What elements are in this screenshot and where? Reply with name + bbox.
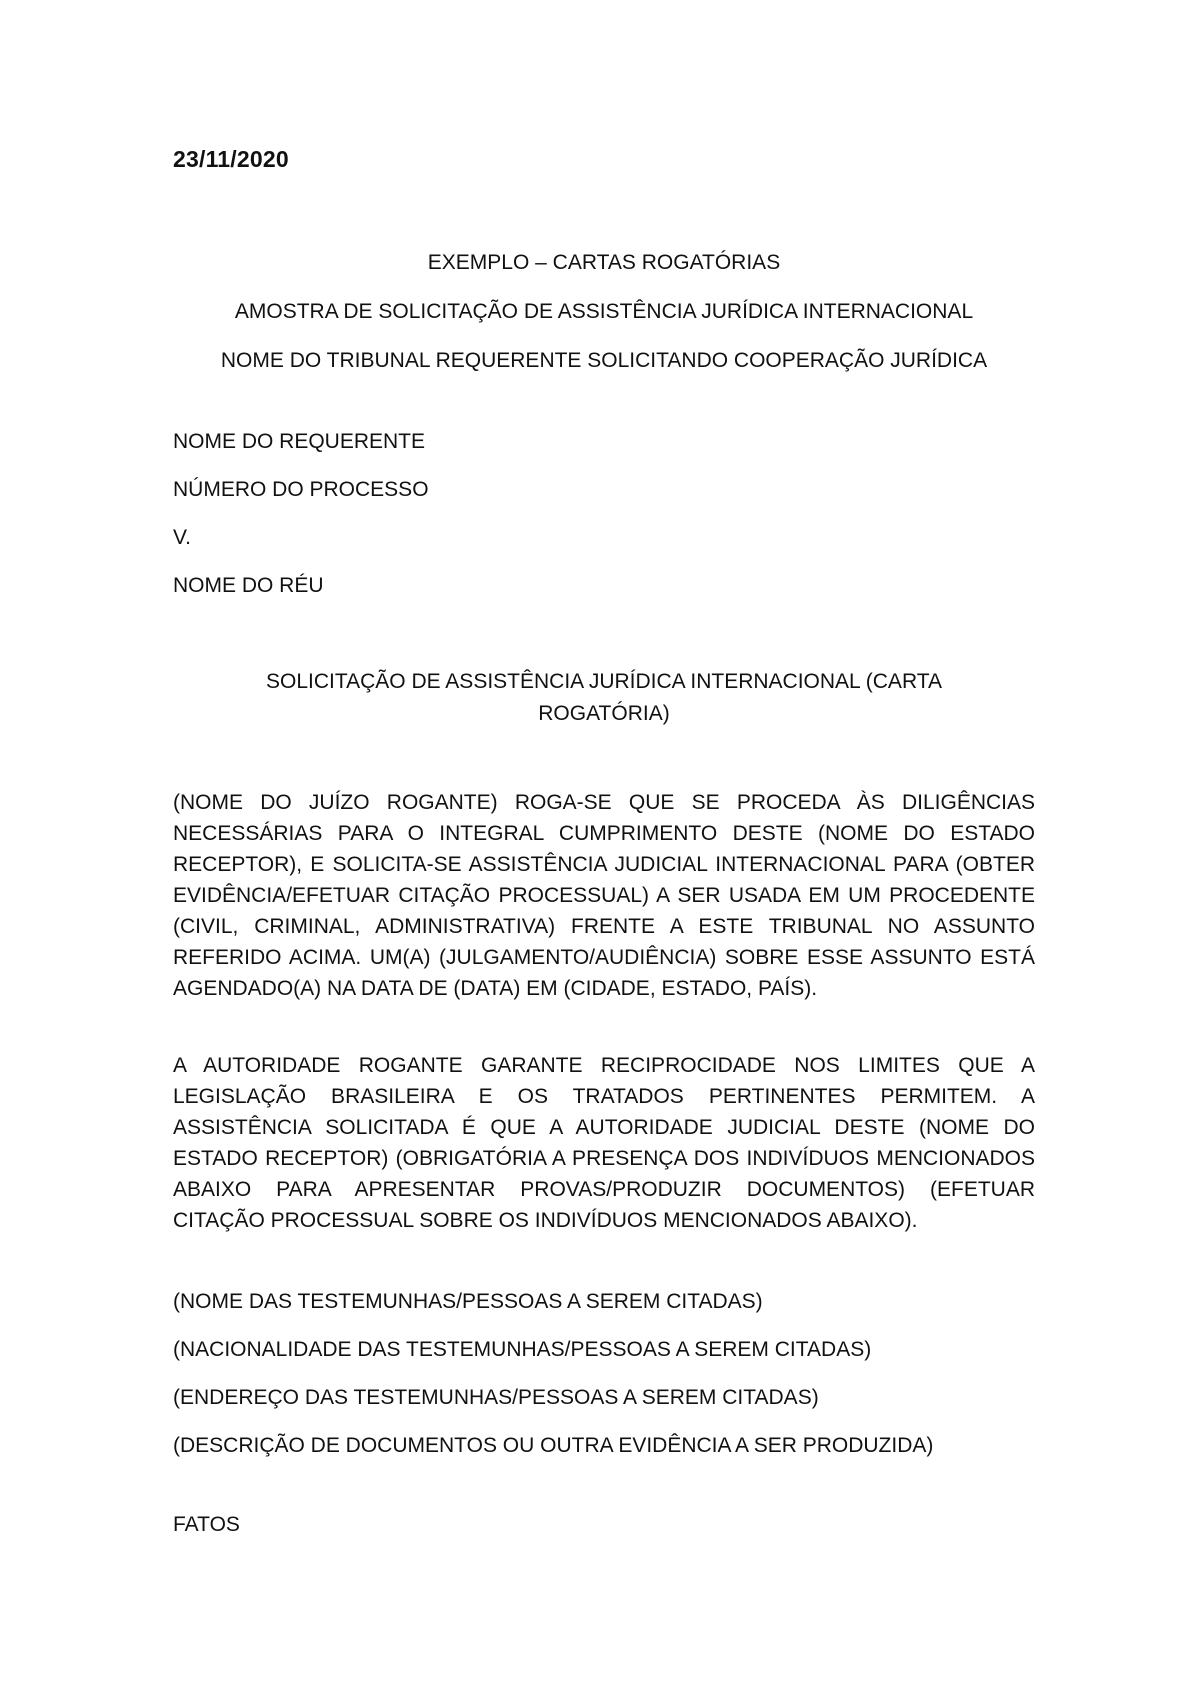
versus-line: V. <box>173 526 191 549</box>
witness-nationality-line: (NACIONALIDADE DAS TESTEMUNHAS/PESSOAS A SEREM CITADAS) <box>173 1338 872 1361</box>
request-heading: SOLICITAÇÃO DE ASSISTÊNCIA JURÍDICA INTERNACIONAL (CARTA ROGATÓRIA) <box>265 670 943 725</box>
document-date: 23/11/2020 <box>173 146 289 172</box>
witness-names-line: (NOME DAS TESTEMUNHAS/PESSOAS A SEREM CITADAS) <box>173 1290 763 1313</box>
document-subtitle: AMOSTRA DE SOLICITAÇÃO DE ASSISTÊNCIA JURÍDICA INTERNACIONAL <box>234 300 974 323</box>
request-paragraph: (NOME DO JUÍZO ROGANTE) ROGA-SE QUE SE PROCEDA ÀS DILIGÊNCIAS NECESSÁRIAS PARA O INTEGRAL CUMPRIMENTO DESTE (NOME DO ESTADO RECEPTOR), E SOLICITA-SE ASSISTÊNCIA JUDICIAL INTERNACIONAL PARA (OBTER EVIDÊNCIA/EFETUAR CITAÇÃO PROCESSUAL) A SER USADA EM UM PROCEDENTE (CIVIL, CRIMINAL, ADMINISTRATIVA) FRENTE A ESTE TRIBUNAL NO ASSUNTO REFERIDO ACIMA. UM(A) (JULGAMENTO/AUDIÊNCIA) SOBRE ESSE ASSUNTO ESTÁ AGENDADO(A) NA DATA DE (DATA) EM (CIDADE, ESTADO, PAÍS). <box>173 791 1035 1000</box>
court-line: NOME DO TRIBUNAL REQUERENTE SOLICITANDO COOPERAÇÃO JURÍDICA <box>220 349 988 372</box>
case-number-line: NÚMERO DO PROCESSO <box>173 478 429 501</box>
document-title: EXEMPLO – CARTAS ROGATÓRIAS <box>427 251 781 274</box>
evidence-description-paragraph: (DESCRIÇÃO DE DOCUMENTOS OU OUTRA EVIDÊNCIA A SER PRODUZIDA) <box>173 1434 934 1457</box>
reciprocity-paragraph: A AUTORIDADE ROGANTE GARANTE RECIPROCIDADE NOS LIMITES QUE A LEGISLAÇÃO BRASILEIRA E OS TRATADOS PERTINENTES PERMITEM. A ASSISTÊNCIA SOLICITADA É QUE A AUTORIDADE JUDICIAL DESTE (NOME DO ESTADO RECEPTOR) (OBRIGATÓRIA A PRESENÇA DOS INDIVÍDUOS MENCIONADOS ABAIXO PARA APRESENTAR PROVAS/PRODUZIR DOCUMENTOS) (EFETUAR CITAÇÃO PROCESSUAL SOBRE OS INDIVÍDUOS MENCIONADOS ABAIXO). <box>173 1054 1035 1232</box>
plaintiff-name-line: NOME DO REQUERENTE <box>173 430 426 453</box>
witness-address-line: (ENDEREÇO DAS TESTEMUNHAS/PESSOAS A SEREM CITADAS) <box>173 1386 819 1409</box>
defendant-name-line: NOME DO RÉU <box>173 574 324 597</box>
facts-heading: FATOS <box>173 1513 240 1536</box>
